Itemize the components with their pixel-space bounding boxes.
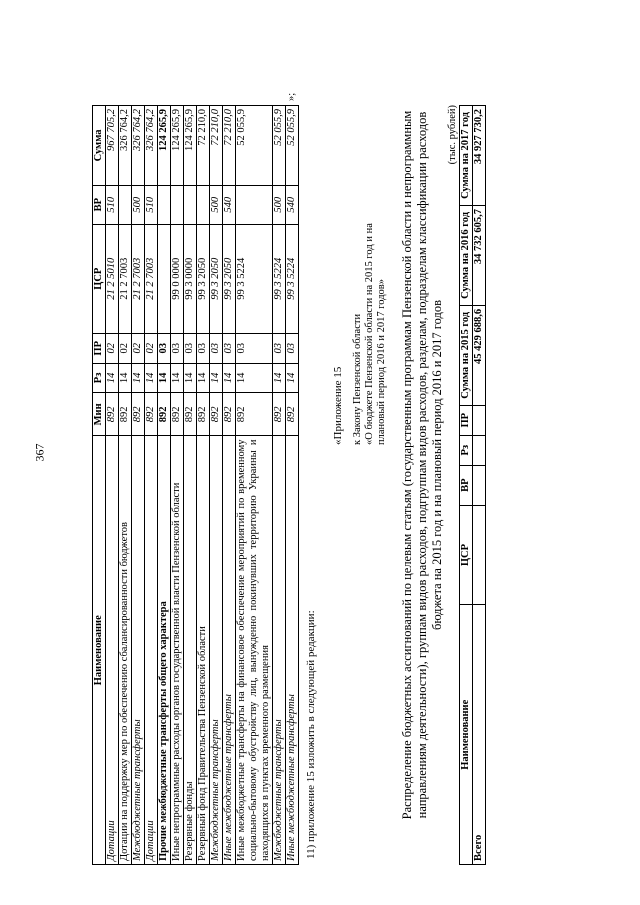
row-pr: 03 (223, 333, 236, 363)
header-sum: Сумма (93, 106, 106, 186)
header-csr: ЦСР (93, 224, 106, 333)
total-2017: 34 927 730,2 (473, 106, 486, 206)
row-vr (171, 185, 184, 224)
row-rz: 14 (210, 363, 223, 393)
row-rz: 14 (119, 363, 132, 393)
total-2016: 34 732 605,7 (473, 205, 486, 305)
row-vr (184, 185, 197, 224)
header-min: Мин (93, 393, 106, 436)
table-row (236, 106, 273, 865)
row-pr: 02 (106, 333, 119, 363)
row-min: 892 (273, 393, 286, 436)
row-name: Иные межбюджетные трансферты (223, 436, 236, 865)
row-vr (158, 185, 171, 224)
row-csr: 99 0 0000 (171, 224, 184, 333)
total-2015: 45 429 688,6 (473, 305, 486, 405)
table-row (210, 106, 223, 865)
dist-header-2016: Сумма на 2016 год (460, 205, 473, 305)
dist-header-rz: Рз (460, 435, 473, 465)
row-pr: 03 (236, 333, 273, 363)
header-pr: ПР (93, 333, 106, 363)
row-name: Резервные фонды (184, 436, 197, 865)
row-sum: 124 265,9 (171, 106, 184, 186)
dist-header-name: Наименование (460, 605, 473, 865)
row-vr: 500 (132, 185, 145, 224)
total-pr (473, 405, 486, 435)
row-sum: 52 055,9 »; (286, 106, 299, 186)
header-name: Наименование (93, 436, 106, 865)
row-rz: 14 (223, 363, 236, 393)
row-name: Прочие межбюджетные трансферты общего характера (158, 436, 171, 865)
table-row (145, 106, 158, 865)
row-csr: 21 2 7003 (119, 224, 132, 333)
table-row (106, 106, 119, 865)
row-pr: 02 (119, 333, 132, 363)
dist-header-2017: Сумма на 2017 год (460, 106, 473, 206)
row-sum: 326 764,2 (119, 106, 132, 186)
row-csr: 99 3 5224 (273, 224, 286, 333)
row-rz: 14 (145, 363, 158, 393)
table-row (132, 106, 145, 865)
row-name: Иные непрограммные расходы органов государственной власти Пензенской области (171, 436, 184, 865)
row-name: Дотации (145, 436, 158, 865)
header-vr: ВР (93, 185, 106, 224)
row-vr: 510 (145, 185, 158, 224)
row-vr: 500 (273, 185, 286, 224)
row-min: 892 (171, 393, 184, 436)
row-min: 892 (210, 393, 223, 436)
distribution-header-row (460, 106, 473, 865)
row-min: 892 (106, 393, 119, 436)
row-min: 892 (132, 393, 145, 436)
row-vr (119, 185, 132, 224)
dist-header-vr: ВР (460, 465, 473, 505)
row-vr (197, 185, 210, 224)
row-sum: 52 055,9 (273, 106, 286, 186)
row-sum: 326 764,2 (145, 106, 158, 186)
table-row (286, 106, 299, 865)
table-body (106, 92, 299, 865)
table-header-row (93, 106, 106, 865)
row-rz: 14 (286, 363, 299, 393)
row-name: Дотации на поддержку мер по обеспечению сбалансированности бюджетов (119, 436, 132, 865)
row-min: 892 (286, 393, 299, 436)
row-name: Иные межбюджетные трансферты (286, 436, 299, 865)
total-row (473, 106, 486, 865)
row-vr (236, 185, 273, 224)
row-csr: 99 3 2050 (223, 224, 236, 333)
page-number: 367 (32, 443, 47, 462)
row-rz: 14 (197, 363, 210, 393)
row-min: 892 (197, 393, 210, 436)
amendment-text: 11) приложение 15 изложить в следующей редакции: (305, 610, 317, 859)
row-sum: 124 265,9 (184, 106, 197, 186)
dist-header-2015: Сумма на 2015 год (460, 305, 473, 405)
rotated-page-content (92, 65, 552, 865)
row-sum: 72 210,0 (210, 106, 223, 186)
total-label: Всего (473, 605, 486, 865)
dist-header-csr: ЦСР (460, 505, 473, 605)
row-name: Межбюджетные трансферты (210, 436, 223, 865)
header-rz: Рз (93, 363, 106, 393)
table-row (223, 106, 236, 865)
row-vr: 540 (223, 185, 236, 224)
total-vr (473, 465, 486, 505)
row-rz: 14 (106, 363, 119, 393)
appendix-heading (332, 65, 388, 445)
row-pr: 03 (158, 333, 171, 363)
row-vr: 540 (286, 185, 299, 224)
table-row (273, 106, 286, 865)
row-pr: 03 (184, 333, 197, 363)
row-sum: 124 265,9 (158, 106, 171, 186)
row-pr: 02 (132, 333, 145, 363)
row-vr: 510 (106, 185, 119, 224)
appropriations-table (92, 92, 299, 865)
row-pr: 03 (273, 333, 286, 363)
units-label: (тыс. рублей) (447, 105, 458, 165)
row-csr (158, 224, 171, 333)
row-csr: 21 2 7003 (132, 224, 145, 333)
row-sum: 72 210,0 (223, 106, 236, 186)
table-row (158, 106, 171, 865)
row-rz: 14 (171, 363, 184, 393)
dist-header-pr: ПР (460, 405, 473, 435)
row-vr: 500 (210, 185, 223, 224)
row-rz: 14 (132, 363, 145, 393)
row-rz: 14 (184, 363, 197, 393)
appendix-law-line: к Закону Пензенской области (352, 313, 363, 445)
table-row (119, 106, 132, 865)
row-name: Дотации (106, 436, 119, 865)
row-min: 892 (184, 393, 197, 436)
total-csr (473, 505, 486, 605)
row-rz: 14 (236, 363, 273, 393)
row-pr: 03 (286, 333, 299, 363)
row-min: 892 (223, 393, 236, 436)
row-csr: 99 3 2050 (210, 224, 223, 333)
row-csr: 99 3 5224 (286, 224, 299, 333)
row-sum: 52 055,9 (236, 106, 273, 186)
row-pr: 03 (197, 333, 210, 363)
row-name: Межбюджетные трансферты (273, 436, 286, 865)
distribution-table-title: Распределение бюджетных ассигнований по целевым статьям (государственным программам Пензенской области и непрограммным направлениям деятельности), группам видов расходов, подгруппам видов расходов, разделам, подразделам классификации расходов бюджета на 2015 год и на плановый период 2016 и 2017 годов (400, 110, 444, 820)
row-sum: 967 705,2 (106, 106, 119, 186)
row-sum: 326 764,2 (132, 106, 145, 186)
row-rz: 14 (158, 363, 171, 393)
appendix-law-title-1: «О бюджете Пензенской области на 2015 год и на (364, 223, 375, 445)
row-pr: 03 (171, 333, 184, 363)
row-min: 892 (119, 393, 132, 436)
row-min: 892 (158, 393, 171, 436)
table-row (197, 106, 210, 865)
distribution-table (459, 105, 486, 865)
appendix-law-title-2: плановый период 2016 и 2017 годов» (376, 279, 387, 445)
row-name: Межбюджетные трансферты (132, 436, 145, 865)
row-name: Резервный фонд Правительства Пензенской области (197, 436, 210, 865)
row-csr: 99 3 0000 (184, 224, 197, 333)
row-pr: 02 (145, 333, 158, 363)
table-row (184, 106, 197, 865)
row-pr: 03 (210, 333, 223, 363)
row-min: 892 (145, 393, 158, 436)
row-csr: 99 3 5224 (236, 224, 273, 333)
table-row (171, 106, 184, 865)
appendix-number: «Приложение 15 (332, 366, 344, 445)
row-csr: 99 3 2050 (197, 224, 210, 333)
row-name: Иные межбюджетные трансферты на финансовое обеспечение мероприятий по временному социально-бытовому обустройству лиц, вынужденно покинувших территорию Украины и находящихся в пунктах временного размещения (236, 436, 273, 865)
row-csr: 21 2 7003 (145, 224, 158, 333)
row-sum: 72 210,0 (197, 106, 210, 186)
total-rz (473, 435, 486, 465)
row-csr: 21 2 5010 (106, 224, 119, 333)
row-rz: 14 (273, 363, 286, 393)
closing-quote-mark: »; (286, 92, 297, 101)
row-min: 892 (236, 393, 273, 436)
